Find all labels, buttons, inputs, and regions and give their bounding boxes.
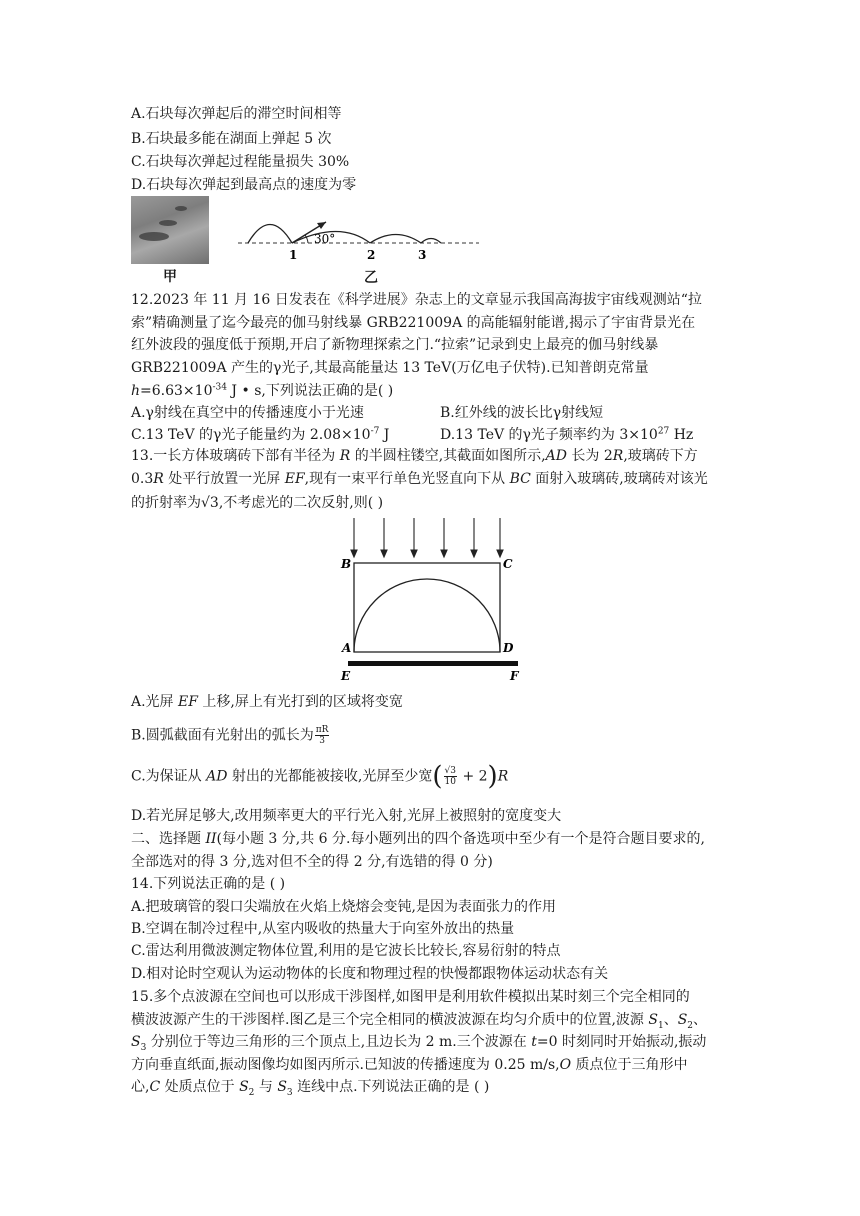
q12-stem-line1: 12.2023 年 11 月 16 日发表在《科学进展》杂志上的文章显示我国高海拔宇宙线观测站“拉 (131, 292, 702, 308)
q14-option-d: D.相对论时空观认为运动物体的长度和物理过程的快慢都跟物体运动状态有关 (131, 966, 609, 982)
q13-stem-line2: 0.3R 处平行放置一光屏 EF,现有一束平行单色光竖直向下从 BC 面射入玻璃砖,玻璃砖对该光 (131, 471, 708, 487)
section2-heading-line1: 二、选择题 II(每小题 3 分,共 6 分.每小题列出的四个备选项中至少有一个是符合题目要求的, (131, 831, 705, 847)
glass-brick-diagram (335, 512, 530, 684)
q12-stem-line5: $h=6.63\times 10^{-34}$ J • s,下列说法正确的是( ) (131, 382, 394, 399)
fig-label-yi: 乙 (364, 270, 378, 286)
arc-3 (370, 235, 421, 244)
label-e: E (341, 669, 351, 683)
q12-option-d: D.13 TeV 的γ光子频率约为 $3\times 10^{27}$ Hz (440, 426, 694, 443)
q12-stem-line3: 红外波段的强度低于预期,开启了新物理探索之门.“拉索”记录到史上最亮的伽马射线暴 (131, 337, 659, 353)
q14-option-a: A.把玻璃管的裂口尖端放在火焰上烧熔会变钝,是因为表面张力的作用 (131, 899, 557, 915)
skip-trajectory-diagram (236, 212, 486, 282)
q13-option-c: C.为保证从 AD 射出的光都能被接收,光屏至少宽( $\frac{√3}{10}$ + 2)R (131, 761, 509, 792)
q12-option-b: B.红外线的波长比γ射线短 (440, 405, 604, 421)
q12-option-a: A.γ射线在真空中的传播速度小于光速 (131, 405, 364, 421)
q13-option-b: B.圆弧截面有光射出的弧长为 $\frac{\pi R}{3}$ (131, 725, 329, 746)
section2-heading-line2: 全部选对的得 3 分,选对但不全的得 2 分,有选错的得 0 分) (131, 854, 493, 870)
incident-light-arrows (351, 518, 503, 557)
label-b: B (341, 557, 352, 571)
label-f: F (510, 669, 519, 683)
q11-option-b: B.石块最多能在湖面上弹起 5 次 (131, 131, 332, 147)
q12-option-c: C.13 TeV 的γ光子能量约为 $2.08\times 10^{-7}$ J (131, 426, 390, 443)
label-c: C (503, 557, 513, 571)
fig-label-jia: 甲 (163, 269, 177, 285)
arrow-head (317, 222, 326, 229)
point-1-label: 1 (289, 248, 298, 262)
q15-stem-line2: 横波波源产生的干涉图样.图乙是三个完全相同的横波波源在均匀介质中的位置,波源 $S_1$、$S_2$、 (131, 1012, 708, 1031)
q13-stem-line3: 的折射率为√3,不考虑光的二次反射,则( ) (131, 495, 384, 511)
arc-4 (421, 239, 441, 244)
label-a: A (342, 641, 352, 655)
point-3-label: 3 (418, 248, 427, 262)
q11-option-d: D.石块每次弹起到最高点的速度为零 (131, 177, 357, 193)
q12-stem-line2: 索”精确测量了迄今最亮的伽马射线暴 GRB221009A 的高能辐射能谱,揭示了宇宙背景光在 (131, 315, 696, 331)
q11-option-a: A.石块每次弹起后的滞空时间相等 (131, 106, 342, 122)
q14-option-c: C.雷达利用微波测定物体位置,利用的是它波长比较长,容易衍射的特点 (131, 943, 561, 959)
label-d: D (503, 641, 514, 655)
point-2-label: 2 (367, 248, 376, 262)
semicircle-cavity (354, 579, 500, 652)
q13-option-d: D.若光屏足够大,改用频率更大的平行光入射,光屏上被照射的宽度变大 (131, 808, 562, 824)
q15-stem-line3: $S_3$ 分别位于等边三角形的三个顶点上,且边长为 2 m.三个波源在 t=0 时刻同时开始振动,振动 (131, 1034, 707, 1053)
stone-skipping-photo (131, 196, 209, 264)
q12-stem-line4: GRB221009A 产生的γ光子,其最高能量达 13 TeV(万亿电子伏特).已知普朗克常量 (131, 360, 649, 376)
q15-stem-line5: 心,C 处质点位于 $S_2$ 与 $S_3$ 连线中点.下列说法正确的是 ( ) (131, 1079, 490, 1098)
q13-option-a: A.光屏 EF 上移,屏上有光打到的区域将变宽 (131, 694, 403, 710)
q14-option-b: B.空调在制冷过程中,从室内吸收的热量大于向室外放出的热量 (131, 921, 515, 937)
q13-stem-line1: 13.一长方体玻璃砖下部有半径为 R 的半圆柱镂空,其截面如图所示,AD 长为 2R,玻璃砖下方 (131, 448, 698, 464)
arc-1 (248, 225, 292, 244)
q15-stem-line1: 15.多个点波源在空间也可以形成干涉图样,如图甲是利用软件模拟出某时刻三个完全相同的 (131, 989, 690, 1005)
angle-label: 30° (314, 232, 336, 246)
glass-brick-outline (354, 563, 500, 652)
q14-stem: 14.下列说法正确的是 ( ) (131, 876, 286, 892)
light-screen-ef (348, 661, 518, 666)
q15-stem-line4: 方向垂直纸面,振动图像均如图丙所示.已知波的传播速度为 0.25 m/s,O 质点位于三角形中 (131, 1057, 688, 1073)
q11-option-c: C.石块每次弹起过程能量损失 30% (131, 154, 350, 170)
